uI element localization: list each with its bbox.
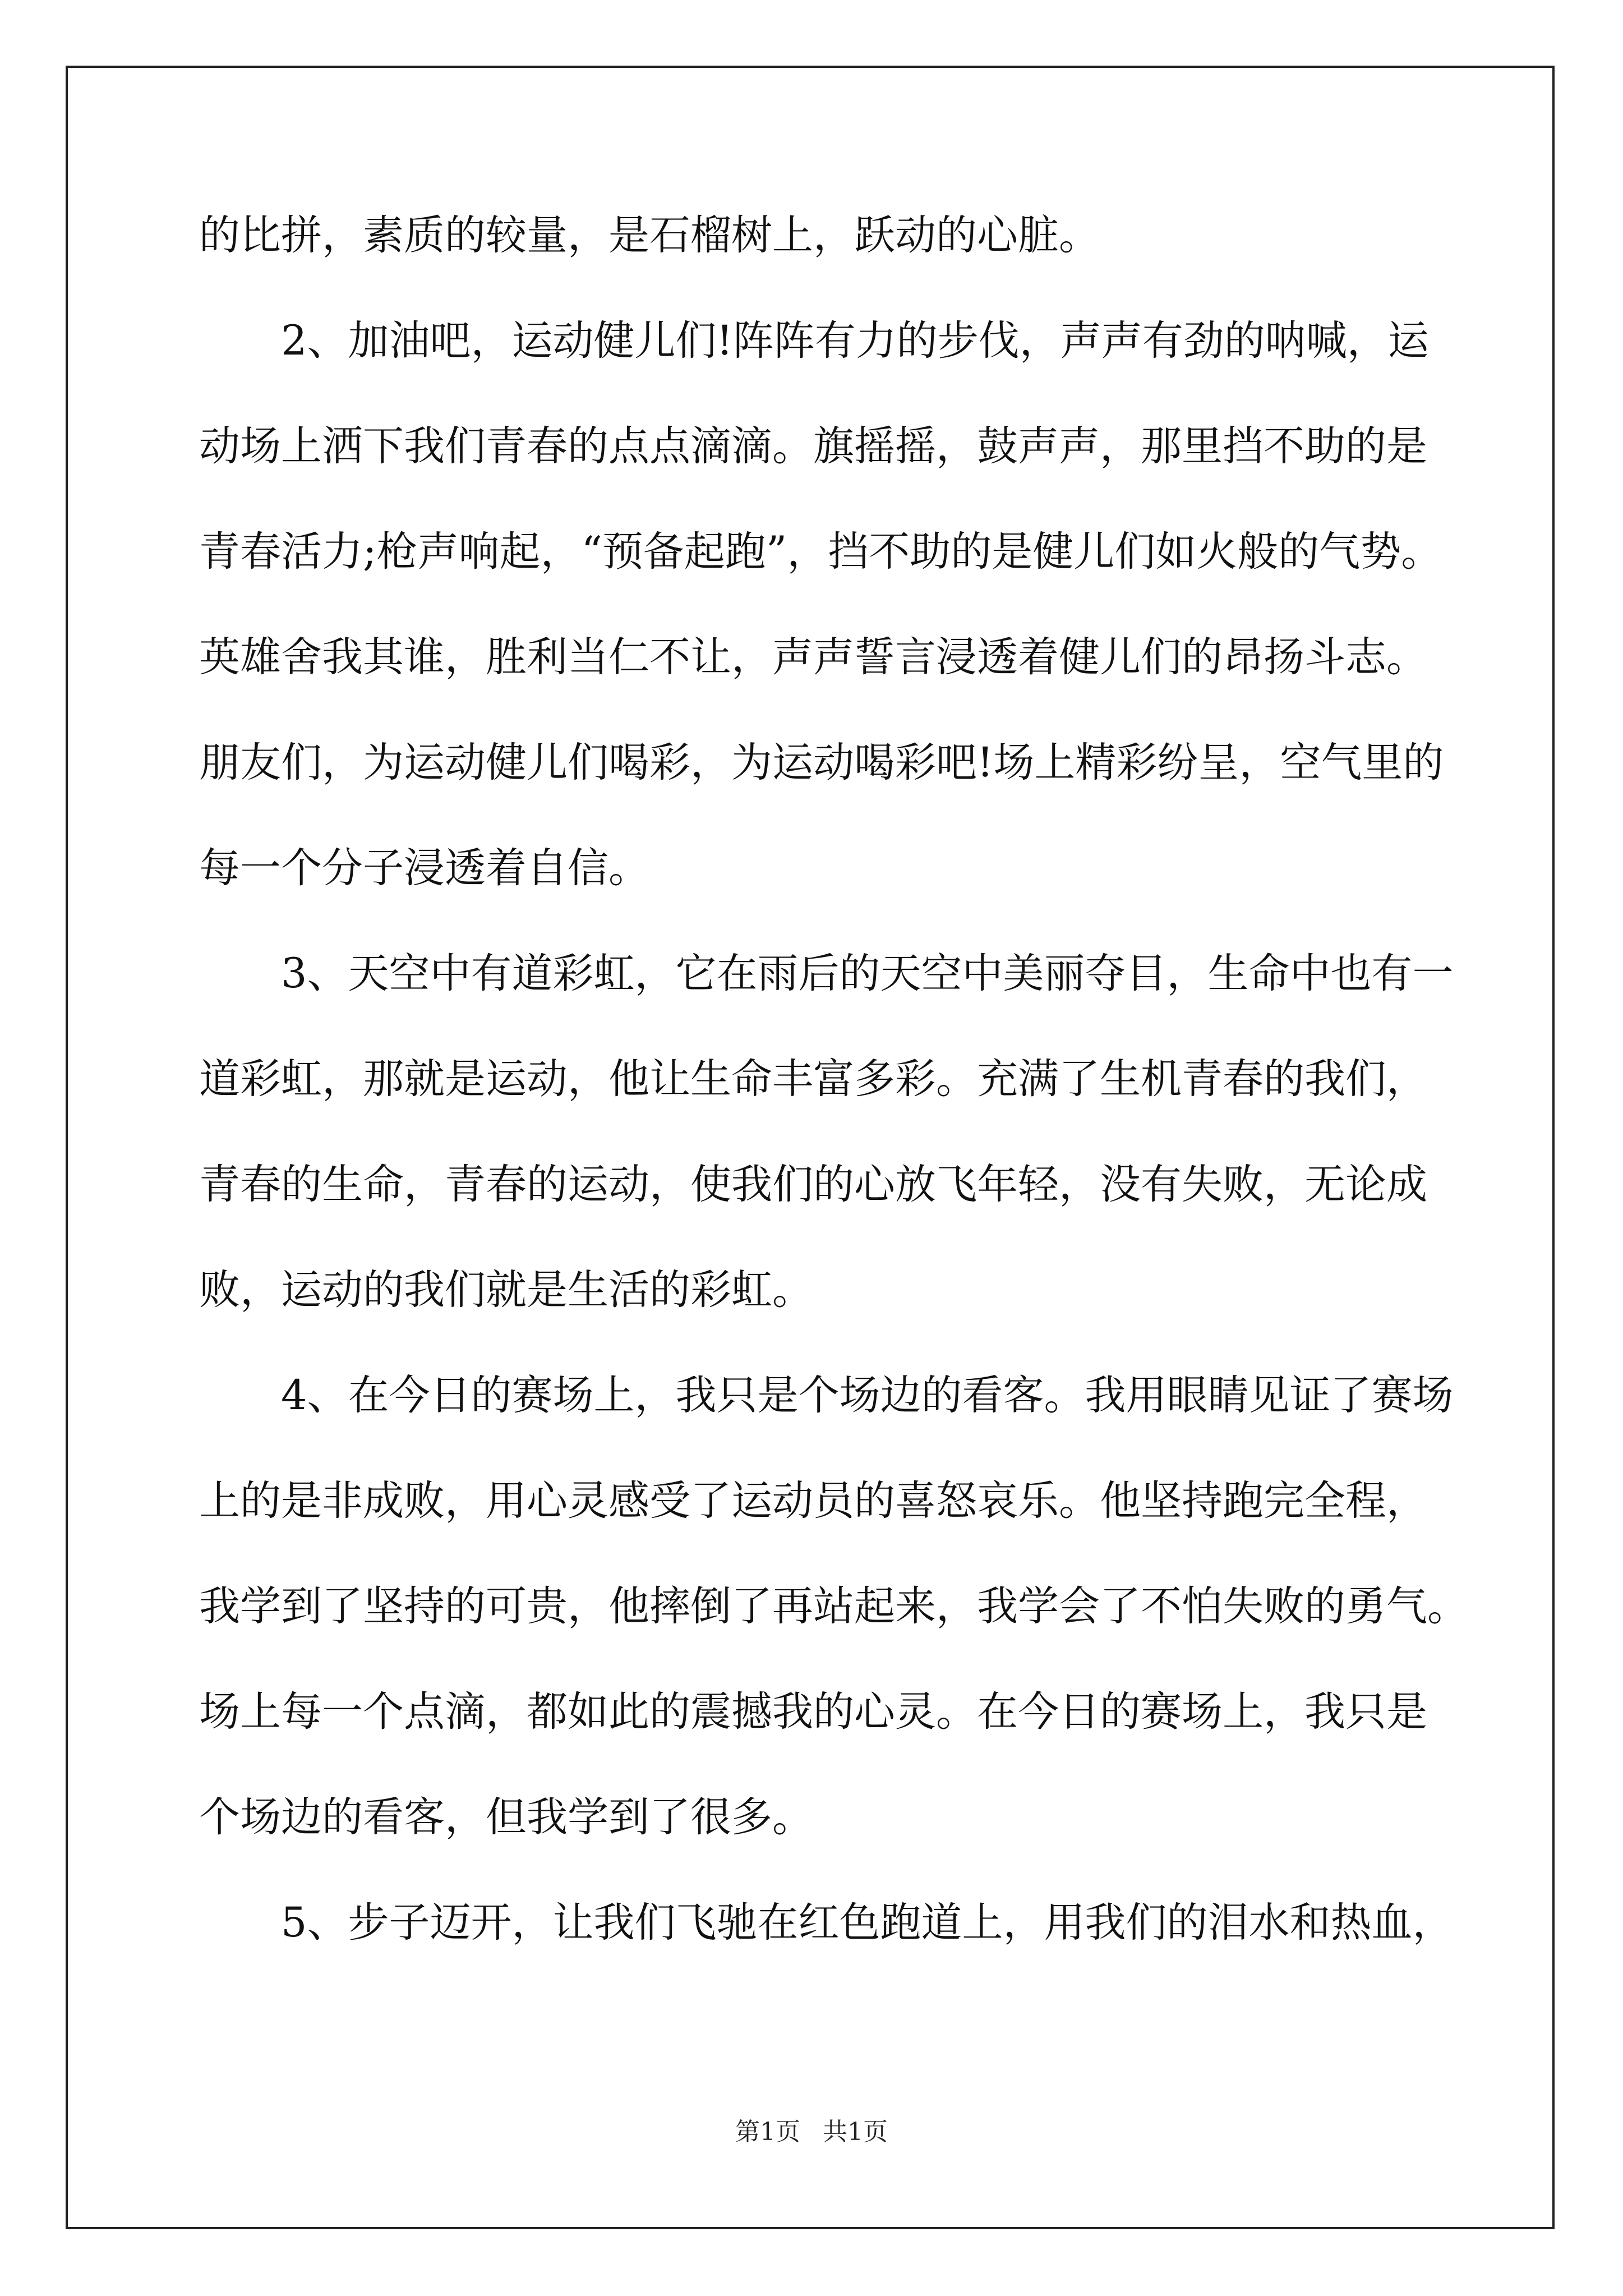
text-line: 青春活力;枪声响起，“预备起跑”，挡不助的是健儿们如火般的气势。 (199, 528, 1442, 576)
text-line: 个场边的看客，但我学到了很多。 (199, 1793, 813, 1841)
text-line: 上的是非成败，用心灵感受了运动员的喜怒哀乐。他坚持跑完全程， (199, 1477, 1427, 1525)
paragraph-5-start: 5、步子迈开，让我们飞驰在红色跑道上，用我们的泪水和热血， (281, 1899, 1454, 1947)
text-line: 青春的生命，青春的运动，使我们的心放飞年轻，没有失败，无论成 (199, 1161, 1427, 1208)
text-line: 我学到了坚持的可贵，他摔倒了再站起来，我学会了不怕失败的勇气。 (199, 1582, 1468, 1630)
paragraph-4-start: 4、在今日的赛场上，我只是个场边的看客。我用眼睛见证了赛场 (281, 1372, 1454, 1419)
paragraph-3-start: 3、天空中有道彩虹，它在雨后的天空中美丽夺目，生命中也有一 (281, 950, 1454, 997)
text-line: 朋友们，为运动健儿们喝彩，为运动喝彩吧!场上精彩纷呈，空气里的 (199, 739, 1444, 786)
text-line: 英雄舍我其谁，胜利当仁不让，声声誓言浸透着健儿们的昂扬斗志。 (199, 633, 1427, 681)
text-line: 道彩虹，那就是运动，他让生命丰富多彩。充满了生机青春的我们， (199, 1055, 1427, 1103)
text-line: 败，运动的我们就是生活的彩虹。 (199, 1266, 813, 1314)
document-body (199, 211, 1468, 1947)
page-footer (0, 2118, 1623, 2147)
text-line: 每一个分子浸透着自信。 (199, 844, 649, 892)
page-number: 第1页 (735, 2118, 800, 2146)
page-total: 共1页 (823, 2118, 888, 2146)
text-line: 动场上洒下我们青春的点点滴滴。旗摇摇，鼓声声，那里挡不助的是 (199, 422, 1427, 470)
text-line: 的比拼，素质的较量，是石榴树上，跃动的心脏。 (199, 211, 1100, 259)
paragraph-2-start: 2、加油吧，运动健儿们!阵阵有力的步伐，声声有劲的呐喊，运 (281, 317, 1429, 365)
text-line: 场上每一个点滴，都如此的震撼我的心灵。在今日的赛场上，我只是 (199, 1688, 1427, 1736)
